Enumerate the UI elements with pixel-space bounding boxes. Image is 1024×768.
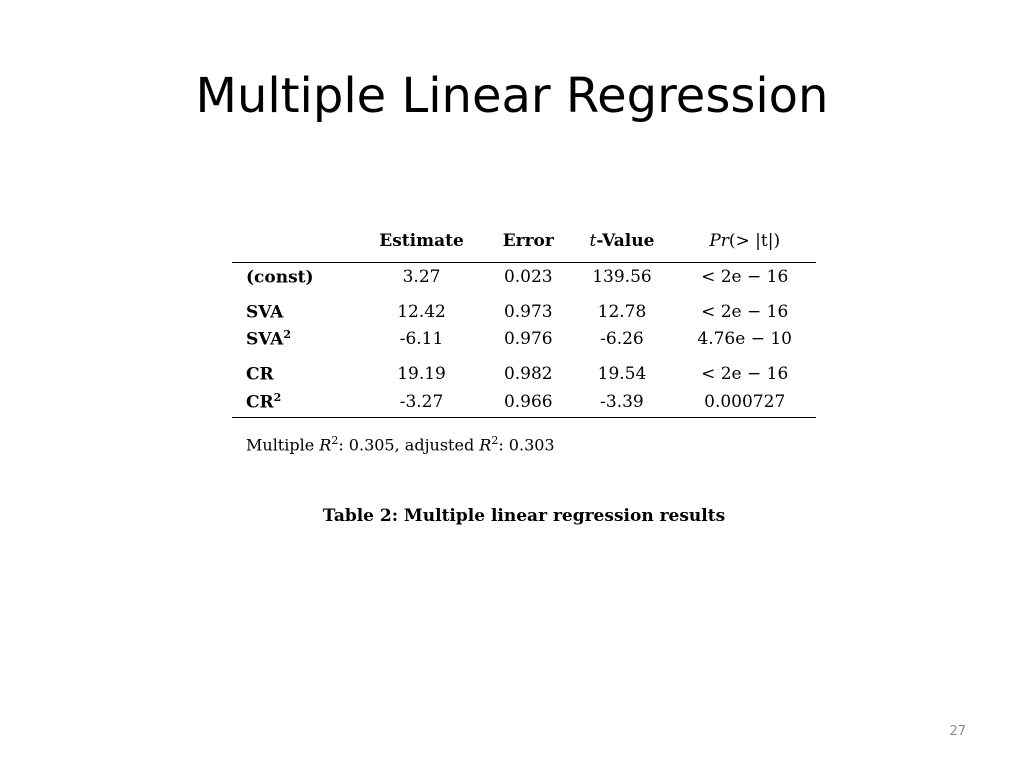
cell-estimate: -6.11 [399, 328, 444, 349]
cell-error: 0.973 [503, 301, 553, 322]
row-label-sup: 2 [273, 391, 282, 405]
cell-estimate: -3.27 [357, 387, 486, 418]
header-t-var: t [589, 231, 597, 251]
cell-t-value: 139.56 [592, 266, 652, 287]
cell-t-value: 19.54 [597, 363, 647, 384]
row-label-text: SVA [246, 302, 284, 323]
header-t-rest: -Value [596, 231, 655, 251]
table-row [232, 298, 816, 325]
slide-title: Multiple Linear Regression [195, 68, 829, 124]
row-label-text: CR [246, 392, 274, 413]
row-label-text: CR [246, 364, 274, 385]
cell-p-value: < 2e − 16 [701, 301, 789, 322]
cell-t-value: -3.39 [571, 387, 674, 418]
header-blank [232, 220, 357, 263]
table-row [232, 360, 816, 387]
row-spacer [232, 352, 816, 360]
table-row [232, 387, 816, 418]
spacer-cell [232, 290, 816, 298]
adjusted-r-squared-value: : 0.303 [498, 435, 555, 455]
r-squared-prefix: Multiple [246, 435, 315, 455]
cell-error: 0.966 [486, 387, 570, 418]
cell-p-value: 4.76e − 10 [697, 328, 792, 349]
header-pr-rest: (> |t|) [728, 231, 781, 251]
header-error: Error [486, 220, 570, 263]
r-symbol: R [319, 435, 332, 455]
row-label-sva [232, 298, 357, 325]
row-label-cr-squared [232, 387, 357, 418]
r-exponent: 2 [491, 434, 499, 447]
regression-table-figure [232, 220, 816, 526]
cell-error: 0.023 [503, 266, 553, 287]
row-label-cr [232, 360, 357, 387]
header-estimate: Estimate [357, 220, 486, 263]
r-squared-note [232, 434, 816, 454]
table-caption: Table 2: Multiple linear regression results [322, 506, 726, 527]
table-row [232, 325, 816, 352]
header-t-value [571, 220, 674, 263]
cell-estimate: 12.42 [397, 301, 446, 322]
row-label-text: (const) [246, 267, 314, 288]
cell-p-value: < 2e − 16 [701, 266, 789, 287]
row-label-sup: 2 [283, 327, 291, 341]
row-label-text: SVA [246, 329, 284, 350]
row-label-const [232, 263, 357, 291]
multiple-r-squared-value: : 0.305, adjusted [338, 435, 475, 455]
cell-p-value: < 2e − 16 [701, 363, 789, 384]
cell-error: 0.976 [503, 328, 553, 349]
header-p-value [673, 220, 816, 263]
r-symbol: R [479, 435, 492, 455]
table-header-row [232, 220, 816, 263]
cell-t-value: -6.26 [600, 328, 644, 349]
cell-p-value: 0.000727 [673, 387, 816, 418]
row-spacer [232, 290, 816, 298]
cell-error: 0.982 [503, 363, 553, 384]
table-row [232, 263, 816, 291]
row-label-sva-squared [232, 325, 357, 352]
cell-estimate: 19.19 [397, 363, 446, 384]
page-number: 27 [949, 724, 966, 739]
regression-table [232, 220, 816, 418]
spacer-cell [232, 352, 816, 360]
cell-t-value: 12.78 [597, 301, 647, 322]
header-pr-var: Pr [709, 231, 729, 251]
r-exponent: 2 [331, 434, 339, 447]
cell-estimate: 3.27 [402, 266, 441, 287]
